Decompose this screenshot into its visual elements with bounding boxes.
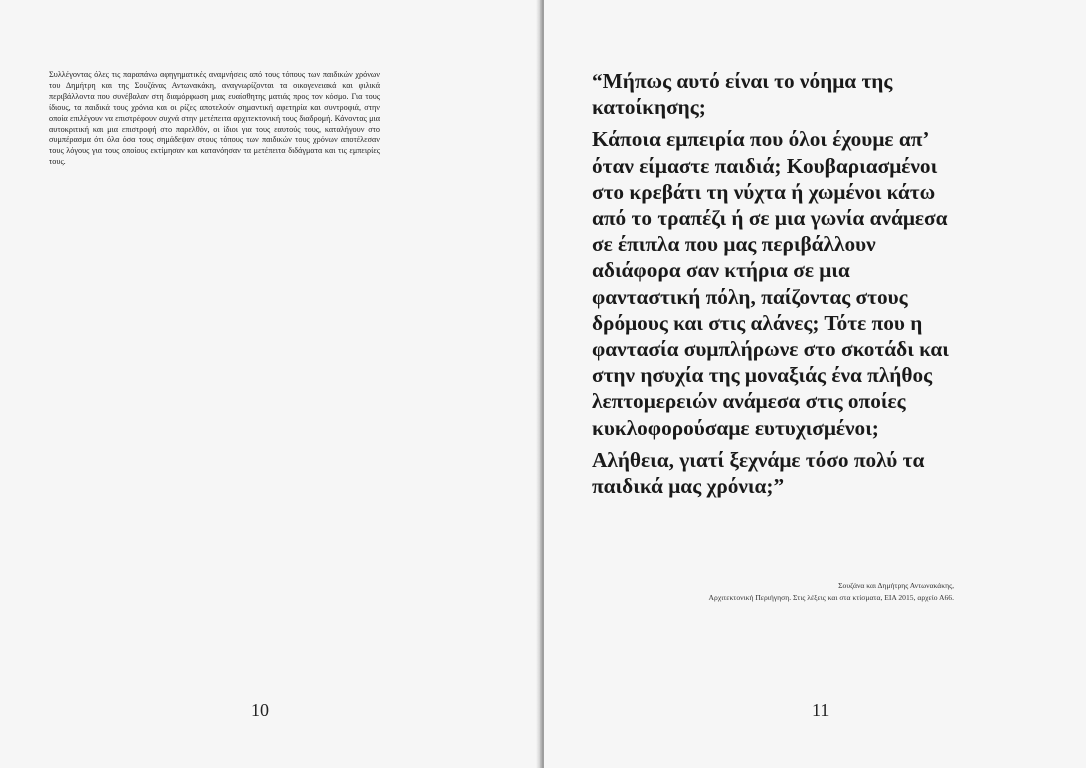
body-paragraph: Συλλέγοντας όλες τις παραπάνω αφηγηματικές αναμνήσεις από τους τόπους των παιδικών χρόνων του Δημήτρη και της Σουζάνας Αντωνακάκη, αναγνωρίζονται τα οικογενειακά και φιλικά περιβάλλοντα που συνέβαλαν στη διαμόρφωση μιας ευαίσθητης ματιάς προς τον κόσμο. Για τους ίδιους, τα παιδικά τους χρόνια και οι ρίζες αποτελούν σημαντική αφετηρία και συντροφιά, στην οποία επιλέγουν να επιστρέφουν συχνά στην μετέπειτα αρχιτεκτονική τους διαδρομή. Κάνοντας μια αυτοκριτική και μια επιστροφή στο παρελθόν, οι ίδιοι για τους εαυτούς τους, καταλήγουν στο συμπέρασμα ότι όλα όσα τους σημάδεψαν στους τόπους των παιδικών τους χρόνων αποτέλεσαν τους λόγους για τους οποίους εκτίμησαν και κατανόησαν τα μετέπειτα διδάγματα και τις εμπειρίες τους. xyxy=(49,70,380,167)
page-number-right: 11 xyxy=(812,700,830,720)
right-page xyxy=(544,0,1086,768)
left-page xyxy=(0,0,540,768)
quote-paragraph-1: “Μήπως αυτό είναι το νόημα της κατοίκησης; xyxy=(592,69,893,120)
citation-authors: Σουζάνα και Δημήτρης Αντωνακάκης, xyxy=(838,581,954,590)
page-number-left: 10 xyxy=(251,700,269,720)
quote-paragraph-2: Κάποια εμπειρία που όλοι έχουμε απ’ όταν είμαστε παιδιά; Κουβαριασμένοι στο κρεβάτι τη νύχτα ή χωμένοι κάτω από το τραπέζι ή σε μια γωνία ανάμεσα σε έπιπλα που μας περιβάλλουν αδιάφορα σαν κτήρια σε μια φανταστική πόλη, παίζοντας στους δρόμους και στις αλάνες; Τότε που η φαντασία συμπλήρωνε στο σκοτάδι και στην ησυχία της μοναξιάς ένα πλήθος λεπτομερειών ανάμεσα στις οποίες κυκλοφορούσαμε ευτυχισμένοι; xyxy=(592,127,949,440)
citation-source: Αρχιτεκτονική Περιήγηση. Στις λέξεις και στα κτίσματα, ΕΙΑ 2015, αρχείο Α66. xyxy=(708,592,954,602)
block-quote xyxy=(592,68,952,505)
quote-paragraph-3: Αλήθεια, γιατί ξεχνάμε τόσο πολύ τα παιδικά μας χρόνια;” xyxy=(592,447,925,499)
quote-citation xyxy=(594,580,954,603)
